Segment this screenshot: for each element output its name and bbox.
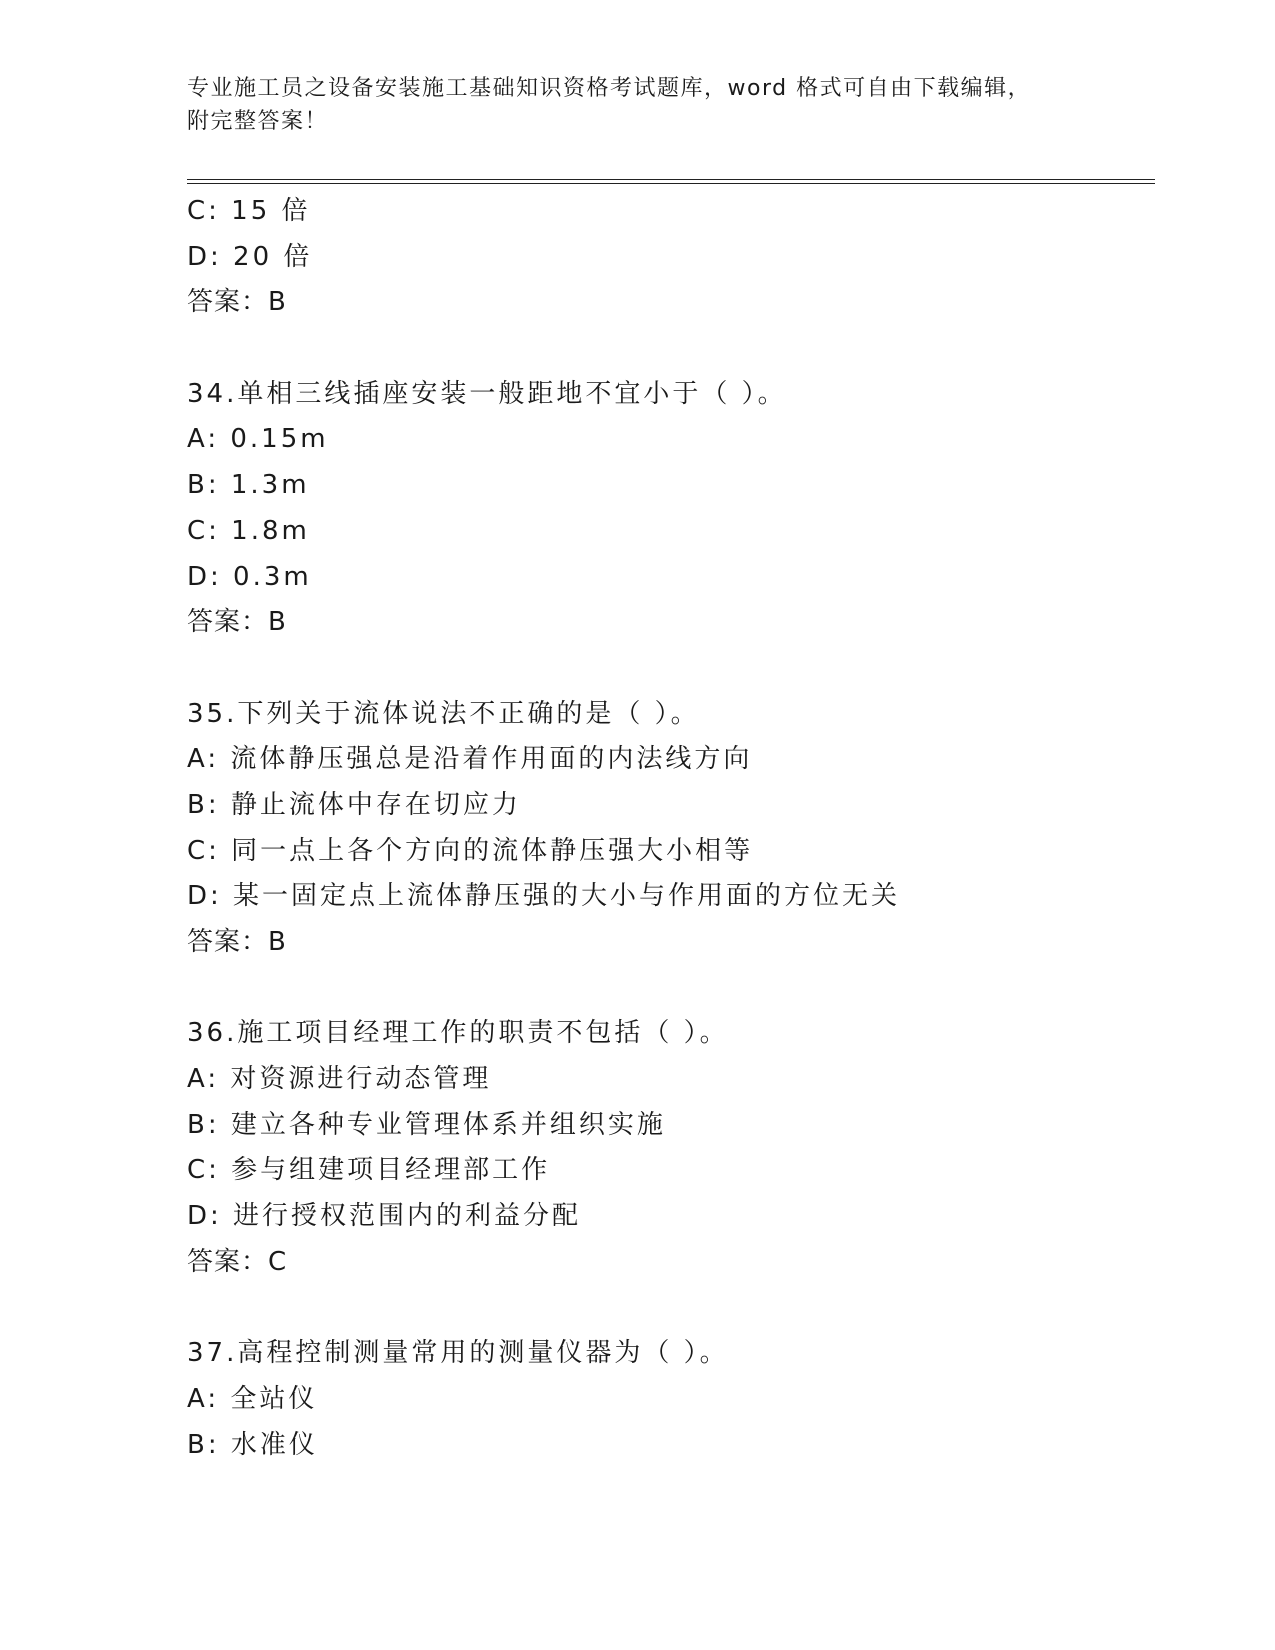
option-d: D: 进行授权范围内的利益分配 [187,1201,582,1232]
option-b: B: 静止流体中存在切应力 [187,789,521,820]
answer-line [187,1240,1147,1286]
answer-line [187,600,1147,646]
answer-line [187,280,1147,326]
option-d: D: 0.3m [187,561,312,592]
question-34 [187,372,1147,646]
option-a: A: 对资源进行动态管理 [187,1064,492,1095]
document-header [187,72,1087,138]
option-a: A: 全站仪 [187,1383,318,1414]
question-fragment [187,189,1147,326]
spacer [187,646,1147,692]
answer-value: B [268,607,287,638]
header-line-2: 附完整答案！ [187,109,329,134]
answer-label: 答案： [187,1246,269,1277]
question-36 [187,1011,1147,1285]
option-b: B: 1.3m [187,470,310,501]
question-stem: 37.高程控制测量常用的测量仪器为（ ）。 [187,1338,729,1369]
answer-value: B [268,927,287,957]
option-c: C: 同一点上各个方向的流体静压强大小相等 [187,835,754,866]
option-d: D: 20 倍 [187,241,313,272]
question-37 [187,1331,1147,1468]
question-list [187,189,1147,1468]
question-stem: 36.施工项目经理工作的职责不包括（ ）。 [187,1018,729,1049]
spacer [187,326,1147,372]
question-35 [187,692,1147,966]
option-b: B: 水准仪 [187,1429,318,1460]
spacer [187,966,1147,1012]
question-stem: 34.单相三线插座安装一般距地不宜小于（ ）。 [187,378,787,409]
question-stem: 35.下列关于流体说法不正确的是（ ）。 [187,698,700,729]
header-divider-bottom [187,183,1155,184]
option-a: A: 0.15m [187,424,329,455]
header-divider-top [187,179,1155,180]
option-a: A: 流体静压强总是沿着作用面的内法线方向 [187,744,753,775]
answer-label: 答案： [187,927,269,957]
spacer [187,1286,1147,1332]
option-b: B: 建立各种专业管理体系并组织实施 [187,1109,666,1140]
header-line-1: 专业施工员之设备安装施工基础知识资格考试题库，word 格式可自由下载编辑， [187,76,1032,101]
answer-label: 答案： [187,287,269,318]
option-c: C: 1.8m [187,515,310,546]
option-c: C: 15 倍 [187,196,311,226]
answer-label: 答案： [187,607,269,638]
answer-value: C [268,1246,288,1277]
answer-value: B [268,287,287,318]
option-d: D: 某一固定点上流体静压强的大小与作用面的方位无关 [187,881,901,912]
option-c: C: 参与组建项目经理部工作 [187,1155,551,1186]
answer-line [187,920,1147,966]
